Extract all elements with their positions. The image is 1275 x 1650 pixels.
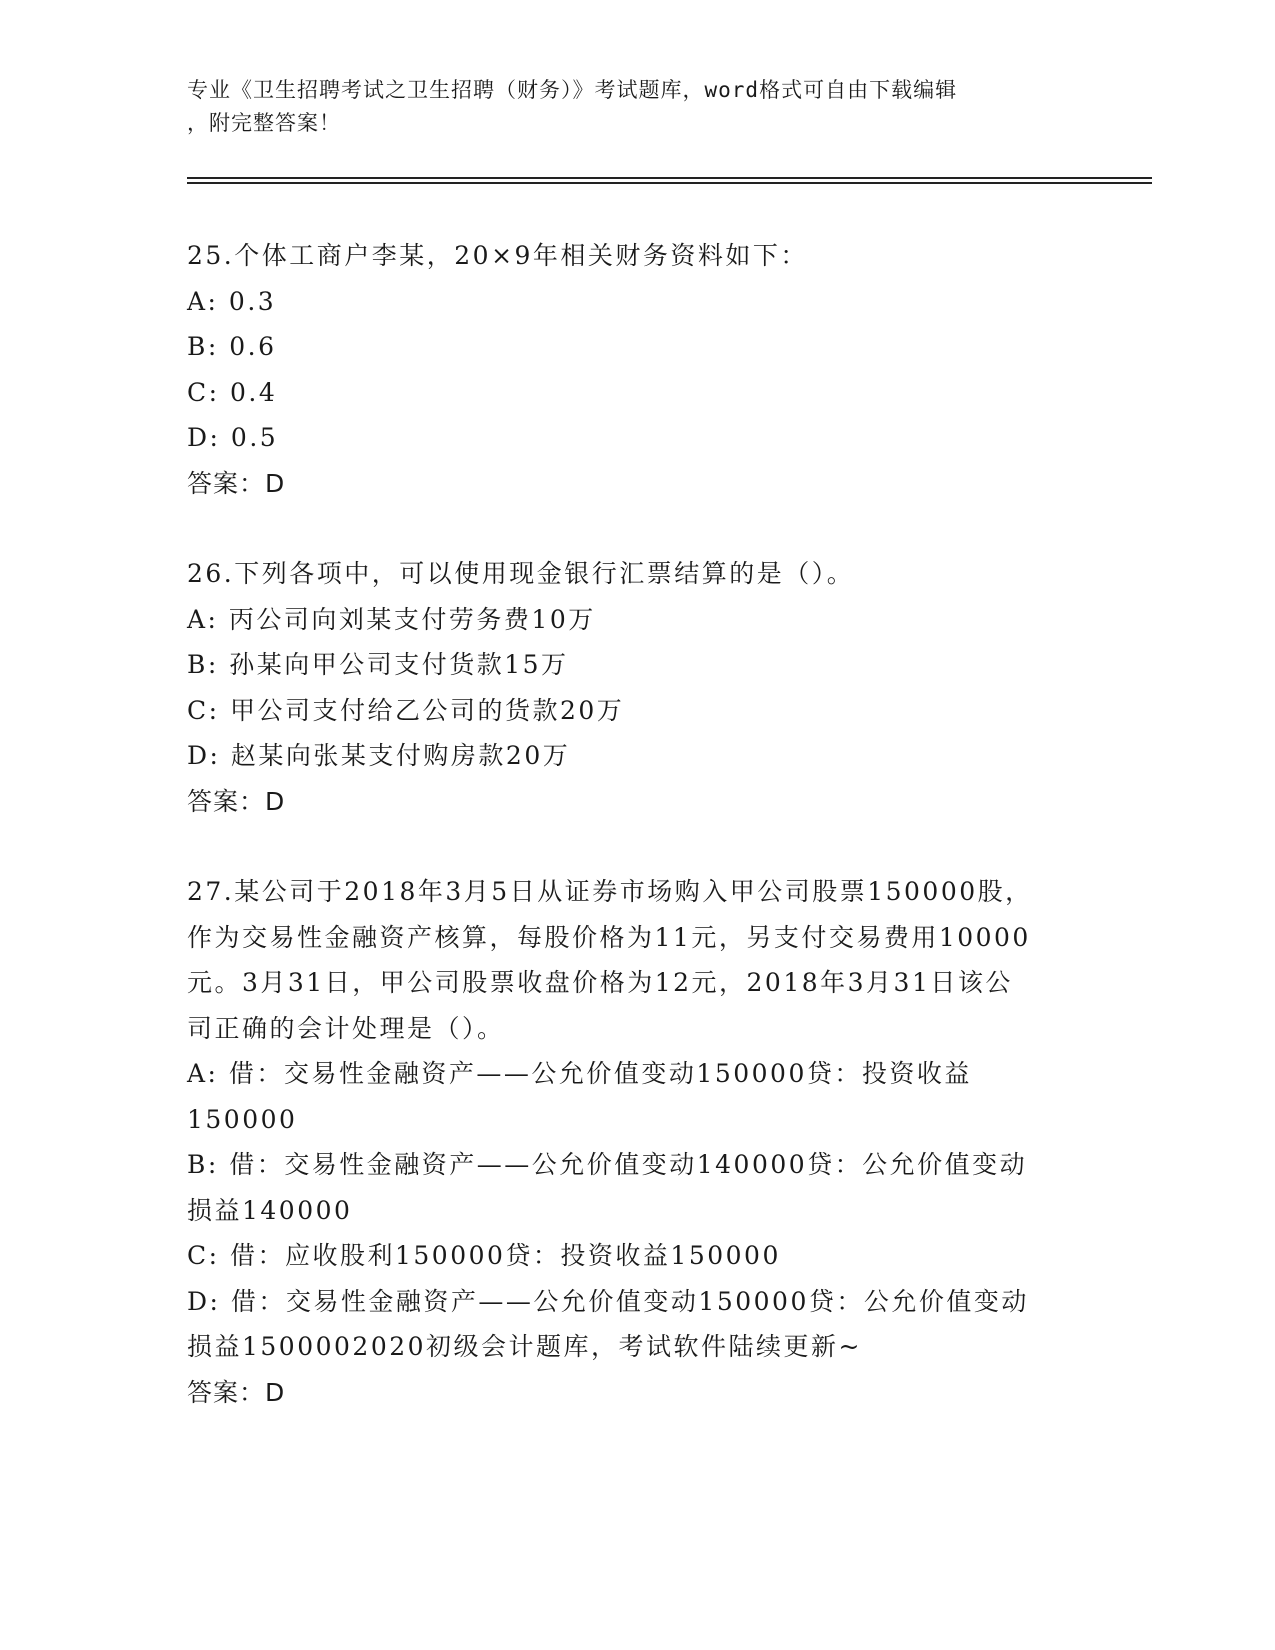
option-b: B: 借：交易性金融资产——公允价值变动140000贷：公允价值变动 [187,1150,1028,1179]
option-a: 150000 [187,1104,298,1134]
answer-line: 答案：D [187,786,286,816]
answer-line: 答案：D [187,468,286,498]
question-stem: 25.个体工商户李某，20×9年相关财务资料如下： [187,241,808,270]
question-item [187,551,1077,824]
question-list [187,233,1077,1415]
option-c: C: 甲公司支付给乙公司的货款20万 [187,695,625,725]
question-stem: 作为交易性金融资产核算，每股价格为11元，另支付交易费用10000 [187,922,1031,952]
header-divider [187,182,1152,184]
question-item [187,869,1077,1415]
option-a: A: 0.3 [187,286,277,316]
option-a: A: 丙公司向刘某支付劳务费10万 [187,604,596,634]
header-divider [187,177,1152,179]
option-b: 损益140000 [187,1195,353,1225]
document-header [187,74,1067,140]
option-c: C: 借：应收股利150000贷：投资收益150000 [187,1241,781,1270]
question-stem: 27.某公司于2018年3月5日从证券市场购入甲公司股票150000股， [187,877,1033,906]
question-item [187,233,1077,506]
header-line: 专业《卫生招聘考试之卫生招聘（财务）》考试题库，word格式可自由下载编辑 [187,78,958,102]
answer-line: 答案：D [187,1377,286,1407]
option-c: C: 0.4 [187,377,278,407]
option-d: D: 借：交易性金融资产——公允价值变动150000贷：公允价值变动 [187,1286,1029,1316]
option-b: B: 0.6 [187,332,277,361]
question-stem: 26.下列各项中，可以使用现金银行汇票结算的是（）。 [187,559,855,588]
option-b: B: 孙某向甲公司支付货款15万 [187,650,569,679]
option-d: 损益1500002020初级会计题库，考试软件陆续更新~ [187,1332,863,1361]
question-stem: 元。3月31日，甲公司股票收盘价格为12元，2018年3月31日该公 [187,968,1013,997]
option-d: D: 赵某向张某支付购房款20万 [187,741,571,770]
option-a: A: 借：交易性金融资产——公允价值变动150000贷：投资收益 [187,1059,972,1088]
question-stem: 司正确的会计处理是（）。 [187,1013,505,1043]
header-line: ，附完整答案！ [187,111,341,135]
option-d: D: 0.5 [187,423,279,452]
